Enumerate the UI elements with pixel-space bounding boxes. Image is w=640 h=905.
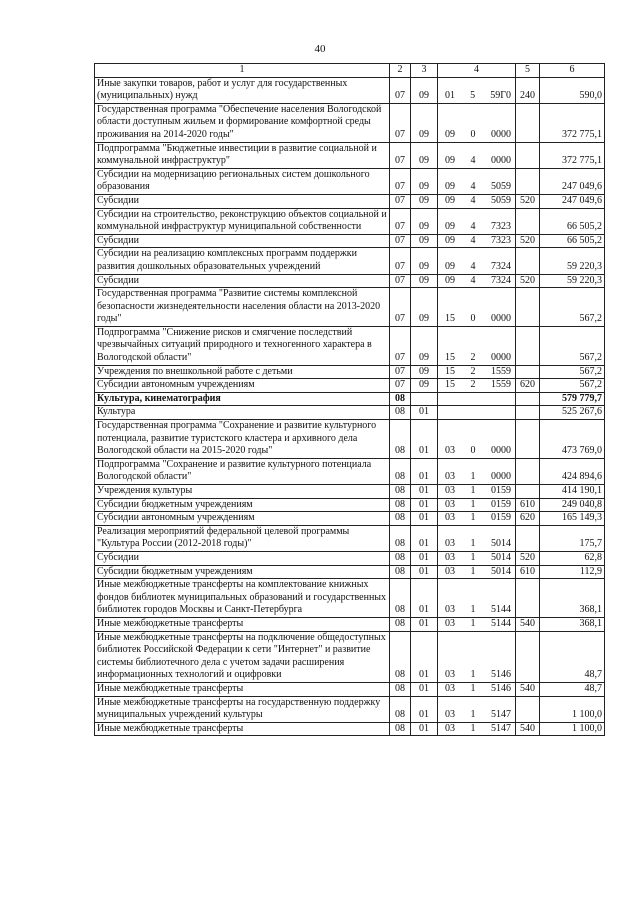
item-name-cell: Субсидии на строительство, реконструкцию объектов социальной и коммунальной инфраструктур муниципальной собственности (95, 208, 390, 234)
table-row (95, 722, 605, 736)
item-name-cell: Подпрограмма "Снижение рисков и смягчение последствий чрезвычайных ситуаций природного и техногенного характера в Вологодской области" (95, 326, 390, 365)
target-article-part: 7323 (491, 234, 511, 246)
expense-type-cell (516, 631, 540, 682)
target-article-part: 1 (470, 512, 476, 524)
table-row (95, 498, 605, 512)
table-row (95, 565, 605, 579)
target-article-part: 0 (470, 445, 476, 457)
item-name-cell: Учреждения культуры (95, 485, 390, 499)
target-article-cell (438, 392, 516, 406)
target-article-part: 09 (445, 194, 455, 206)
target-article-part: 1 (470, 617, 476, 629)
subsection-cell: 01 (411, 458, 438, 484)
target-article-part: 7324 (491, 274, 511, 286)
subsection-cell: 09 (411, 288, 438, 327)
table-row (95, 103, 605, 142)
expense-type-cell (516, 365, 540, 379)
subsection-cell: 09 (411, 194, 438, 208)
amount-cell: 175,7 (540, 525, 605, 551)
target-article-part: 1 (470, 485, 476, 496)
expense-type-cell: 540 (516, 682, 540, 696)
target-article-part: 0000 (491, 352, 511, 364)
target-article-part: 5146 (491, 682, 511, 694)
target-article-cell (438, 512, 516, 526)
target-article-cell (438, 420, 516, 459)
section-cell: 08 (390, 392, 411, 406)
target-article-part: 1 (470, 604, 476, 616)
target-article-cell (438, 498, 516, 512)
item-name-cell: Иные межбюджетные трансферты (95, 682, 390, 696)
section-cell: 08 (390, 565, 411, 579)
target-article-part: 5146 (491, 669, 511, 681)
expense-type-cell: 520 (516, 194, 540, 208)
amount-cell: 567,2 (540, 365, 605, 379)
item-name-cell: Иные межбюджетные трансферты на государственную поддержку муниципальных учреждений культуры (95, 696, 390, 722)
subsection-cell: 01 (411, 406, 438, 420)
target-article-part: 4 (470, 155, 476, 167)
expense-type-cell (516, 579, 540, 618)
expense-type-cell (516, 208, 540, 234)
amount-cell: 112,9 (540, 565, 605, 579)
target-article-part: 7323 (491, 221, 511, 233)
target-article-part: 5 (470, 90, 476, 102)
section-cell: 07 (390, 142, 411, 168)
target-article-part: 09 (445, 128, 455, 140)
section-cell: 08 (390, 579, 411, 618)
item-name-cell: Учреждения по внешкольной работе с детьми (95, 365, 390, 379)
header-cell: 5 (516, 64, 540, 78)
expense-type-cell (516, 406, 540, 420)
target-article-cell (438, 274, 516, 288)
target-article-cell (438, 248, 516, 274)
subsection-cell: 01 (411, 551, 438, 565)
table-row (95, 579, 605, 618)
section-cell: 07 (390, 103, 411, 142)
amount-cell: 66 505,2 (540, 208, 605, 234)
expense-type-cell (516, 248, 540, 274)
target-article-part: 1 (470, 682, 476, 694)
expense-type-cell: 240 (516, 77, 540, 103)
target-article-part: 1 (470, 565, 476, 577)
target-article-part: 15 (445, 365, 455, 377)
target-article-part: 03 (445, 669, 455, 681)
expense-type-cell: 620 (516, 379, 540, 393)
expense-type-cell (516, 142, 540, 168)
amount-cell: 525 267,6 (540, 406, 605, 420)
subsection-cell: 09 (411, 77, 438, 103)
amount-cell: 48,7 (540, 682, 605, 696)
section-cell: 07 (390, 288, 411, 327)
section-cell: 07 (390, 194, 411, 208)
target-article-cell (438, 194, 516, 208)
section-cell: 07 (390, 365, 411, 379)
item-name-cell: Иные межбюджетные трансферты на подключение общедоступных библиотек Российской Федерации к сети "Интернет" и развитие системы библиотечного дела с учетом задачи расширения информационных технологий и оцифровки (95, 631, 390, 682)
target-article-part: 2 (470, 379, 476, 391)
table-row (95, 525, 605, 551)
table-row (95, 365, 605, 379)
amount-cell: 1 100,0 (540, 696, 605, 722)
target-article-cell (438, 485, 516, 499)
target-article-part: 15 (445, 313, 455, 325)
target-article-part: 0159 (491, 485, 511, 496)
amount-cell: 247 049,6 (540, 168, 605, 194)
target-article-cell (438, 565, 516, 579)
target-article-part: 0159 (491, 512, 511, 524)
section-cell: 08 (390, 420, 411, 459)
target-article-part: 03 (445, 538, 455, 550)
item-name-cell: Государственная программа "Сохранение и развитие культурного потенциала, развитие туристского кластера и архивного дела Вологодской области на 2015-2020 годы" (95, 420, 390, 459)
expense-type-cell (516, 288, 540, 327)
expense-type-cell: 610 (516, 565, 540, 579)
target-article-cell (438, 617, 516, 631)
section-cell: 08 (390, 525, 411, 551)
item-name-cell: Культура (95, 406, 390, 420)
subsection-cell: 01 (411, 696, 438, 722)
table-row (95, 631, 605, 682)
target-article-part: 1 (470, 551, 476, 563)
target-article-part: 7324 (491, 260, 511, 272)
table-row (95, 274, 605, 288)
table-row (95, 379, 605, 393)
item-name-cell: Субсидии автономным учреждениям (95, 512, 390, 526)
target-article-part: 03 (445, 565, 455, 577)
budget-table (94, 63, 605, 736)
amount-cell: 368,1 (540, 617, 605, 631)
target-article-cell (438, 696, 516, 722)
target-article-part: 5014 (491, 538, 511, 550)
table-row (95, 234, 605, 248)
subsection-cell: 09 (411, 208, 438, 234)
subsection-cell: 01 (411, 631, 438, 682)
target-article-part: 5014 (491, 551, 511, 563)
target-article-part: 5144 (491, 617, 511, 629)
subsection-cell: 09 (411, 142, 438, 168)
table-row (95, 485, 605, 499)
table-row (95, 512, 605, 526)
target-article-part: 03 (445, 485, 455, 496)
target-article-part: 03 (445, 722, 455, 734)
table-row (95, 208, 605, 234)
expense-type-cell (516, 168, 540, 194)
target-article-part: 0000 (491, 313, 511, 325)
target-article-part: 09 (445, 221, 455, 233)
item-name-cell: Субсидии бюджетным учреждениям (95, 565, 390, 579)
target-article-cell (438, 208, 516, 234)
target-article-cell (438, 326, 516, 365)
section-cell: 08 (390, 485, 411, 499)
target-article-cell (438, 458, 516, 484)
target-article-cell (438, 579, 516, 618)
target-article-part: 09 (445, 234, 455, 246)
target-article-part: 03 (445, 617, 455, 629)
table-row (95, 682, 605, 696)
item-name-cell: Подпрограмма "Сохранение и развитие культурного потенциала Вологодской области" (95, 458, 390, 484)
target-article-cell (438, 142, 516, 168)
amount-cell: 579 779,7 (540, 392, 605, 406)
target-article-cell (438, 365, 516, 379)
target-article-cell (438, 103, 516, 142)
table-row (95, 168, 605, 194)
section-cell: 07 (390, 379, 411, 393)
expense-type-cell (516, 103, 540, 142)
section-cell: 07 (390, 208, 411, 234)
table-row (95, 420, 605, 459)
subsection-cell: 01 (411, 485, 438, 499)
section-cell: 07 (390, 77, 411, 103)
header-cell: 1 (95, 64, 390, 78)
amount-cell: 1 100,0 (540, 722, 605, 736)
subsection-cell: 09 (411, 103, 438, 142)
expense-type-cell (516, 392, 540, 406)
amount-cell: 567,2 (540, 288, 605, 327)
section-cell: 08 (390, 551, 411, 565)
target-article-part: 4 (470, 181, 476, 193)
target-article-part: 03 (445, 498, 455, 510)
table-row (95, 142, 605, 168)
target-article-part: 03 (445, 471, 455, 483)
item-name-cell: Субсидии (95, 551, 390, 565)
target-article-part: 4 (470, 221, 476, 233)
table-row (95, 194, 605, 208)
target-article-part: 03 (445, 682, 455, 694)
subsection-cell: 01 (411, 512, 438, 526)
subsection-cell: 09 (411, 168, 438, 194)
amount-cell: 368,1 (540, 579, 605, 618)
expense-type-cell: 520 (516, 551, 540, 565)
item-name-cell: Подпрограмма "Бюджетные инвестиции в развитие социальной и коммунальной инфраструктур" (95, 142, 390, 168)
item-name-cell: Реализация мероприятий федеральной целевой программы "Культура России (2012-2018 годы)" (95, 525, 390, 551)
amount-cell: 424 894,6 (540, 458, 605, 484)
target-article-cell (438, 379, 516, 393)
target-article-cell (438, 682, 516, 696)
target-article-part: 0 (470, 128, 476, 140)
item-name-cell: Иные межбюджетные трансферты (95, 617, 390, 631)
item-name-cell: Субсидии автономным учреждениям (95, 379, 390, 393)
target-article-part: 5014 (491, 565, 511, 577)
target-article-part: 1 (470, 669, 476, 681)
item-name-cell: Государственная программа "Развитие системы комплексной безопасности жизнедеятельности населения области на 2013-2020 годы" (95, 288, 390, 327)
subsection-cell: 01 (411, 722, 438, 736)
subsection-cell: 09 (411, 365, 438, 379)
table-row (95, 288, 605, 327)
target-article-cell (438, 406, 516, 420)
table-row (95, 406, 605, 420)
section-cell: 07 (390, 274, 411, 288)
target-article-part: 0000 (491, 471, 511, 483)
table-row (95, 696, 605, 722)
section-cell: 08 (390, 406, 411, 420)
target-article-part: 2 (470, 365, 476, 377)
target-article-part: 09 (445, 274, 455, 286)
subsection-cell: 09 (411, 379, 438, 393)
item-name-cell: Иные закупки товаров, работ и услуг для государственных (муниципальных) нужд (95, 77, 390, 103)
expense-type-cell (516, 420, 540, 459)
target-article-part: 03 (445, 604, 455, 616)
subsection-cell: 01 (411, 565, 438, 579)
expense-type-cell (516, 326, 540, 365)
amount-cell: 414 190,1 (540, 485, 605, 499)
amount-cell: 247 049,6 (540, 194, 605, 208)
amount-cell: 567,2 (540, 326, 605, 365)
target-article-cell (438, 168, 516, 194)
target-article-part: 09 (445, 181, 455, 193)
target-article-cell (438, 722, 516, 736)
expense-type-cell: 540 (516, 617, 540, 631)
item-name-cell: Иные межбюджетные трансферты на комплектование книжных фондов библиотек муниципальных образований и государственных библиотек городов Москвы и Санкт-Петербурга (95, 579, 390, 618)
target-article-part: 4 (470, 194, 476, 206)
section-cell: 08 (390, 512, 411, 526)
page-number: 40 (314, 43, 326, 55)
amount-cell: 62,8 (540, 551, 605, 565)
target-article-part: 4 (470, 274, 476, 286)
target-article-part: 1 (470, 722, 476, 734)
target-article-part: 01 (445, 90, 455, 102)
target-article-part: 15 (445, 352, 455, 364)
header-cell: 6 (540, 64, 605, 78)
item-name-cell: Государственная программа "Обеспечение населения Вологодской области доступным жильем и формирование комфортной среды проживания на 2014-2020 годы" (95, 103, 390, 142)
section-cell: 08 (390, 631, 411, 682)
target-article-part: 1 (470, 498, 476, 510)
expense-type-cell: 540 (516, 722, 540, 736)
expense-type-cell (516, 525, 540, 551)
target-article-part: 1559 (491, 365, 511, 377)
target-article-part: 03 (445, 551, 455, 563)
subsection-cell: 09 (411, 234, 438, 248)
expense-type-cell: 520 (516, 234, 540, 248)
header-cell: 2 (390, 64, 411, 78)
subsection-cell: 09 (411, 326, 438, 365)
subsection-cell: 01 (411, 617, 438, 631)
target-article-part: 15 (445, 379, 455, 391)
target-article-cell (438, 551, 516, 565)
target-article-part: 4 (470, 260, 476, 272)
section-cell: 07 (390, 234, 411, 248)
item-name-cell: Субсидии (95, 274, 390, 288)
amount-cell: 372 775,1 (540, 103, 605, 142)
target-article-part: 0000 (491, 445, 511, 457)
target-article-part: 0 (470, 313, 476, 325)
table-row (95, 248, 605, 274)
section-cell: 07 (390, 248, 411, 274)
expense-type-cell: 520 (516, 274, 540, 288)
header-cell: 3 (411, 64, 438, 78)
table-row (95, 617, 605, 631)
target-article-cell (438, 234, 516, 248)
header-cell: 4 (438, 64, 516, 78)
table-row (95, 392, 605, 406)
table-row (95, 77, 605, 103)
section-cell: 08 (390, 682, 411, 696)
amount-cell: 66 505,2 (540, 234, 605, 248)
target-article-part: 03 (445, 512, 455, 524)
header-row (95, 64, 605, 78)
table-row (95, 326, 605, 365)
target-article-part: 5144 (491, 604, 511, 616)
subsection-cell: 09 (411, 274, 438, 288)
target-article-part: 1 (470, 709, 476, 721)
item-name-cell: Субсидии (95, 194, 390, 208)
amount-cell: 59 220,3 (540, 248, 605, 274)
target-article-part: 09 (445, 155, 455, 167)
target-article-part: 5059 (491, 194, 511, 206)
expense-type-cell: 620 (516, 512, 540, 526)
target-article-part: 4 (470, 234, 476, 246)
expense-type-cell (516, 485, 540, 499)
item-name-cell: Субсидии на реализацию комплексных программ поддержки развития дошкольных образовательных учреждений (95, 248, 390, 274)
amount-cell: 372 775,1 (540, 142, 605, 168)
target-article-part: 09 (445, 260, 455, 272)
subsection-cell: 09 (411, 248, 438, 274)
section-cell: 08 (390, 696, 411, 722)
item-name-cell: Субсидии бюджетным учреждениям (95, 498, 390, 512)
section-cell: 07 (390, 326, 411, 365)
target-article-cell (438, 288, 516, 327)
target-article-part: 0000 (491, 128, 511, 140)
item-name-cell: Культура, кинематография (95, 392, 390, 406)
expense-type-cell (516, 458, 540, 484)
subsection-cell: 01 (411, 682, 438, 696)
target-article-cell (438, 77, 516, 103)
section-cell: 08 (390, 498, 411, 512)
section-cell: 08 (390, 458, 411, 484)
section-cell: 08 (390, 617, 411, 631)
amount-cell: 473 769,0 (540, 420, 605, 459)
target-article-part: 1 (470, 538, 476, 550)
target-article-part: 1 (470, 471, 476, 483)
table-row (95, 458, 605, 484)
target-article-part: 59Г0 (490, 90, 511, 102)
subsection-cell: 01 (411, 525, 438, 551)
amount-cell: 59 220,3 (540, 274, 605, 288)
item-name-cell: Субсидии на модернизацию региональных систем дошкольного образования (95, 168, 390, 194)
section-cell: 08 (390, 722, 411, 736)
amount-cell: 590,0 (540, 77, 605, 103)
item-name-cell: Субсидии (95, 234, 390, 248)
subsection-cell: 01 (411, 420, 438, 459)
target-article-part: 0000 (491, 155, 511, 167)
amount-cell: 165 149,3 (540, 512, 605, 526)
amount-cell: 48,7 (540, 631, 605, 682)
target-article-part: 1559 (491, 379, 511, 391)
target-article-cell (438, 525, 516, 551)
target-article-part: 03 (445, 709, 455, 721)
target-article-part: 5147 (491, 722, 511, 734)
expense-type-cell: 610 (516, 498, 540, 512)
target-article-part: 5059 (491, 181, 511, 193)
target-article-part: 03 (445, 445, 455, 457)
subsection-cell: 01 (411, 579, 438, 618)
item-name-cell: Иные межбюджетные трансферты (95, 722, 390, 736)
table-row (95, 551, 605, 565)
amount-cell: 249 040,8 (540, 498, 605, 512)
expense-type-cell (516, 696, 540, 722)
target-article-part: 2 (470, 352, 476, 364)
section-cell: 07 (390, 168, 411, 194)
target-article-cell (438, 631, 516, 682)
subsection-cell (411, 392, 438, 406)
subsection-cell: 01 (411, 498, 438, 512)
amount-cell: 567,2 (540, 379, 605, 393)
target-article-part: 0159 (491, 498, 511, 510)
target-article-part: 5147 (491, 709, 511, 721)
